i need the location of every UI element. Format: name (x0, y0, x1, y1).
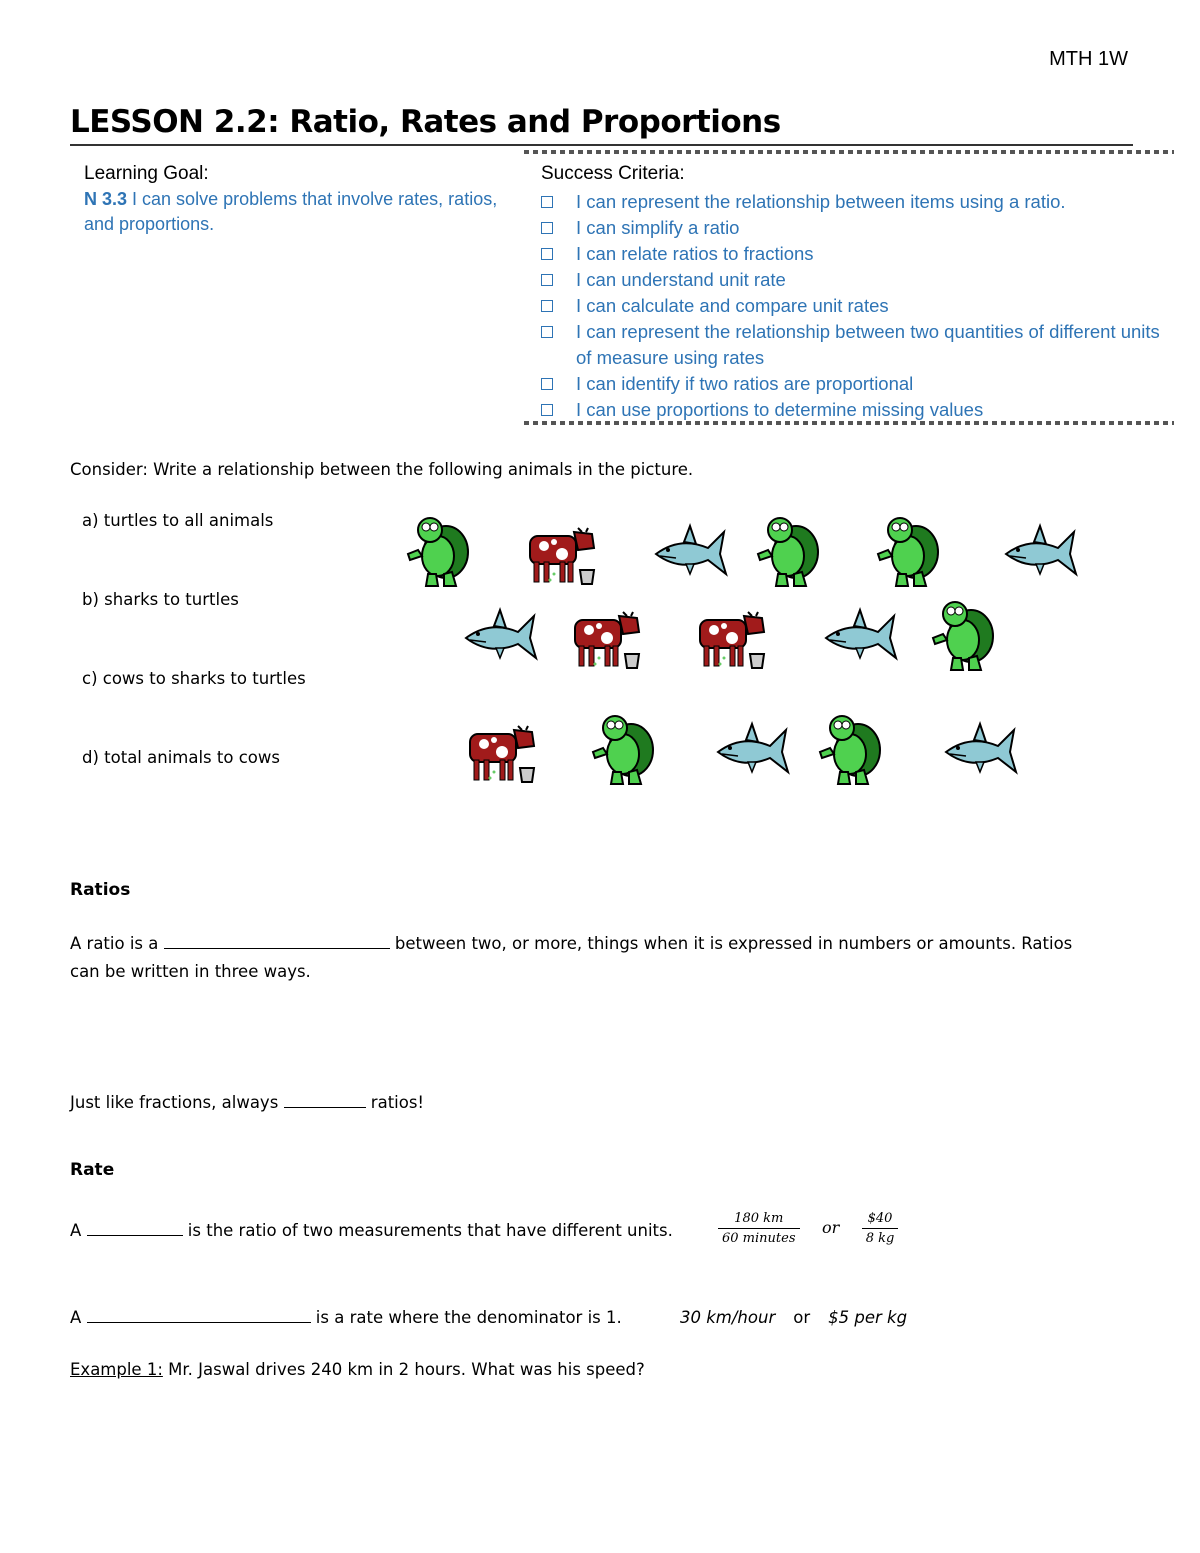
criteria-item: I can use proportions to determine missing values (541, 397, 1161, 423)
ratio-blank[interactable] (164, 934, 390, 949)
question-c: c) cows to sharks to turtles (82, 669, 306, 688)
ratio-definition-cont: can be written in three ways. (70, 962, 311, 981)
turtle-icon (750, 514, 830, 589)
checkbox-icon[interactable] (541, 274, 553, 286)
question-a: a) turtles to all animals (82, 511, 274, 530)
rate-heading: Rate (70, 1160, 115, 1180)
lesson-title: LESSON 2.2: Ratio, Rates and Proportions (70, 104, 781, 140)
shark-icon (940, 712, 1020, 787)
example-1: Example 1: Mr. Jaswal drives 240 km in 2 hours. What was his speed? (70, 1360, 645, 1379)
checkbox-icon[interactable] (541, 404, 553, 416)
checkbox-icon[interactable] (541, 300, 553, 312)
course-code: MTH 1W (1049, 48, 1128, 70)
checkbox-icon[interactable] (541, 222, 553, 234)
or-label: or (821, 1217, 840, 1237)
consider-prompt: Consider: Write a relationship between the following animals in the picture. (70, 460, 694, 479)
rate-blank[interactable] (87, 1221, 183, 1236)
rate-definition: A is the ratio of two measurements that have different units. (70, 1221, 673, 1240)
rate-examples (718, 1211, 898, 1246)
question-b: b) sharks to turtles (82, 590, 239, 609)
criteria-item: I can calculate and compare unit rates (541, 293, 1161, 319)
checkbox-icon[interactable] (541, 326, 553, 338)
ratios-heading: Ratios (70, 880, 131, 900)
checkbox-icon[interactable] (541, 248, 553, 260)
title-rule (70, 144, 1133, 146)
goal-description: I can solve problems that involve rates, ratios, and proportions. (84, 189, 498, 234)
fractions-blank[interactable] (284, 1093, 366, 1108)
shark-icon (820, 598, 900, 673)
cow-icon (565, 598, 645, 673)
shark-icon (460, 598, 540, 673)
unit-rate-examples: 30 km/hour or $5 per kg (680, 1308, 908, 1327)
unit-rate-blank[interactable] (87, 1308, 311, 1323)
cow-icon (520, 514, 600, 589)
criteria-item: I can understand unit rate (541, 267, 1161, 293)
goal-code: N 3.3 (84, 189, 128, 209)
learning-goal-text (84, 187, 524, 237)
shark-icon (1000, 514, 1080, 589)
fractions-line: Just like fractions, always ratios! (70, 1093, 425, 1112)
turtle-icon (870, 514, 950, 589)
criteria-item: I can identify if two ratios are proportional (541, 371, 1161, 397)
criteria-item: I can simplify a ratio (541, 215, 1161, 241)
rate-fraction-1: $\frac{180 km}{\text{60 minutes}}$ (718, 1211, 800, 1246)
rate-fraction-2: $\frac{\$40}{8 kg}$ (862, 1211, 899, 1246)
cow-icon (690, 598, 770, 673)
turtle-icon (585, 712, 665, 787)
success-criteria-heading: Success Criteria: (541, 163, 685, 184)
success-criteria-list (541, 189, 1161, 423)
criteria-top-border (524, 150, 1174, 154)
checkbox-icon[interactable] (541, 196, 553, 208)
ratio-definition: A ratio is a between two, or more, things when it is expressed in numbers or amounts. Ratios (70, 934, 1073, 953)
shark-icon (650, 514, 730, 589)
turtle-icon (812, 712, 892, 787)
learning-goal-heading: Learning Goal: (84, 163, 209, 184)
cow-icon (460, 712, 540, 787)
checkbox-icon[interactable] (541, 378, 553, 390)
criteria-item: I can represent the relationship between two quantities of different units of measure using rates (541, 319, 1161, 371)
criteria-item: I can represent the relationship between items using a ratio. (541, 189, 1161, 215)
question-d: d) total animals to cows (82, 748, 280, 767)
criteria-bottom-border (524, 421, 1174, 425)
unit-rate-definition: A is a rate where the denominator is 1. (70, 1308, 622, 1327)
criteria-item: I can relate ratios to fractions (541, 241, 1161, 267)
shark-icon (712, 712, 792, 787)
turtle-icon (925, 598, 1005, 673)
turtle-icon (400, 514, 480, 589)
